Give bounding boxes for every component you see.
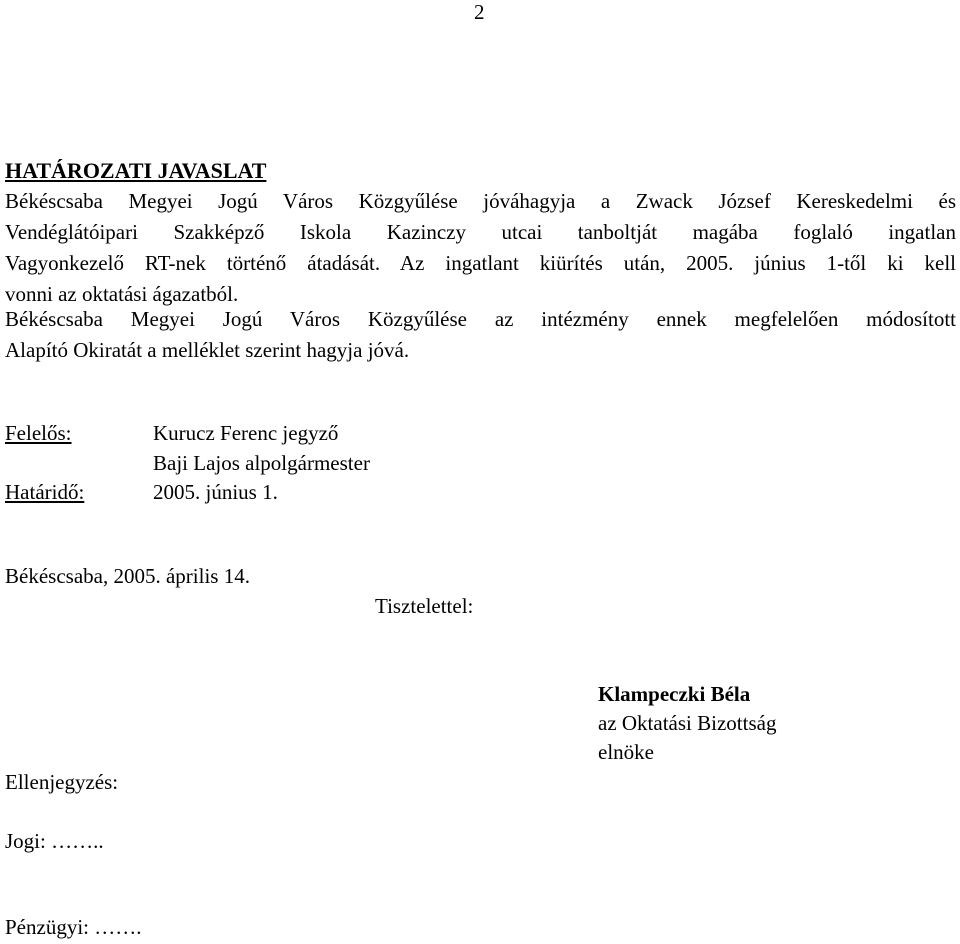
paragraph-line: Békéscsaba Megyei Jogú Város Közgyűlése az intézmény ennek megfelelően módosított — [5, 307, 956, 331]
signatory-title-line-1: az Oktatási Bizottság — [598, 711, 777, 735]
resolution-paragraph-1 — [5, 186, 956, 310]
paragraph-line: Vendéglátóipari Szakképző Iskola Kazinczy utcai tanboltját magába foglaló ingatlan — [5, 220, 956, 244]
regards-closing: Tisztelettel: — [375, 594, 474, 618]
paragraph-line: Alapító Okiratát a melléklet szerint hagyja jóvá. — [5, 338, 410, 362]
responsible-person-2: Baji Lajos alpolgármester — [153, 451, 370, 475]
signatory-title-line-2: elnöke — [598, 740, 654, 764]
paragraph-line: Vagyonkezelő RT-nek történő átadását. Az ingatlant kiürítés után, 2005. június 1-től ki kell — [5, 251, 956, 275]
paragraph-line: vonni az oktatási ágazatból. — [5, 282, 239, 306]
responsible-person-1: Kurucz Ferenc jegyző — [153, 421, 339, 445]
deadline-label: Határidő: — [5, 480, 85, 504]
paragraph-line: Békéscsaba Megyei Jogú Város Közgyűlése jóváhagyja a Zwack József Kereskedelmi és — [5, 189, 956, 213]
document-heading: HATÁROZATI JAVASLAT — [5, 158, 267, 183]
responsible-label: Felelős: — [5, 421, 72, 445]
resolution-paragraph-2 — [5, 304, 956, 366]
place-date: Békéscsaba, 2005. április 14. — [5, 564, 250, 588]
legal-countersign: Jogi: …….. — [5, 829, 104, 853]
signatory-name: Klampeczki Béla — [598, 682, 751, 706]
deadline-value: 2005. június 1. — [153, 480, 278, 504]
financial-countersign: Pénzügyi: ……. — [5, 915, 142, 939]
page-number: 2 — [474, 0, 485, 24]
countersign-label: Ellenjegyzés: — [5, 770, 119, 794]
